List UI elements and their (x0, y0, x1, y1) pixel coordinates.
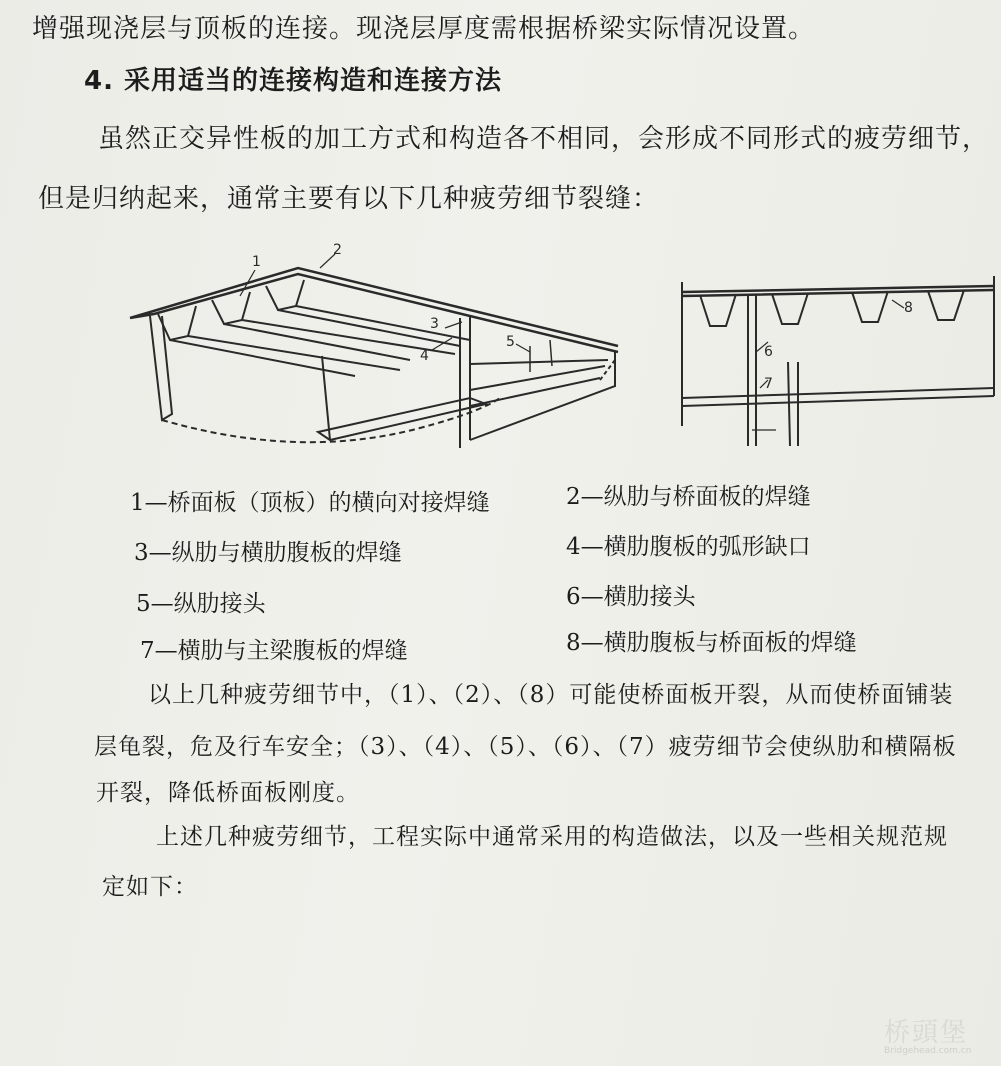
figure-label-5: 5 (506, 334, 515, 350)
figure-label-6: 6 (764, 344, 773, 360)
figure-label-3: 3 (430, 316, 439, 332)
legend-item-5: 5—纵肋接头 (136, 591, 266, 617)
text-line-1: 增强现浇层与顶板的连接。现浇层厚度需根据桥梁实际情况设置。 (32, 14, 816, 44)
legend-item-3: 3—纵肋与横肋腹板的焊缝 (134, 540, 402, 566)
legend-item-2: 2—纵肋与桥面板的焊缝 (566, 484, 811, 510)
legend-item-1: 1—桥面板（顶板）的横向对接焊缝 (130, 490, 490, 516)
paragraph-2-line-3: 开裂，降低桥面板刚度。 (96, 780, 360, 806)
paragraph-2-line-2: 层龟裂，危及行车安全；（3）、（4）、（5）、（6）、（7）疲劳细节会使纵肋和横隔板 (94, 734, 957, 760)
legend-item-8: 8—横肋腹板与桥面板的焊缝 (566, 630, 857, 656)
orthotropic-deck-perspective (130, 254, 618, 448)
watermark-url: Bridgehead.com.cn (884, 1046, 972, 1056)
legend-item-7: 7—横肋与主梁腹板的焊缝 (140, 638, 408, 664)
figure-label-7: 7 (764, 376, 773, 392)
paragraph-1-line-1: 虽然正交异性板的加工方式和构造各不相同，会形成不同形式的疲劳细节， (98, 124, 990, 154)
figure-label-4: 4 (420, 348, 429, 364)
bridge-deck-figure (0, 0, 1001, 470)
figure-label-2: 2 (333, 242, 342, 258)
figure-label-8: 8 (904, 300, 913, 316)
legend-item-6: 6—横肋接头 (566, 584, 696, 610)
watermark-logo: 桥頭堡 (884, 1018, 969, 1048)
cross-section-view (682, 276, 994, 446)
section-heading: 4. 采用适当的连接构造和连接方法 (84, 66, 503, 96)
figure-label-1: 1 (252, 254, 261, 270)
paragraph-3-line-2: 定如下： (102, 874, 198, 900)
paragraph-3-line-1: 上述几种疲劳细节，工程实际中通常采用的构造做法，以及一些相关规范规 (156, 824, 948, 850)
legend-item-4: 4—横肋腹板的弧形缺口 (566, 534, 811, 560)
paragraph-1-line-2: 但是归纳起来，通常主要有以下几种疲劳细节裂缝： (38, 184, 660, 214)
paragraph-2-line-1: 以上几种疲劳细节中，（1）、（2）、（8）可能使桥面板开裂，从而使桥面铺装 (148, 682, 954, 708)
